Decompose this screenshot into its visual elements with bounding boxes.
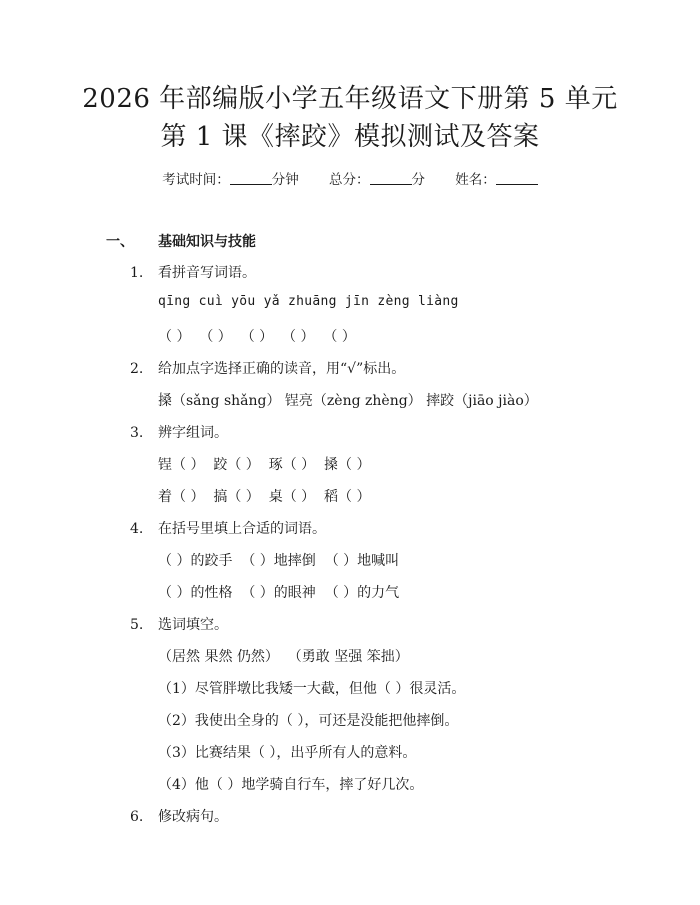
exam-score: [329, 172, 429, 188]
section-number: 一、: [106, 234, 134, 250]
question-2: [130, 358, 405, 378]
sentence-3: （3）比赛结果（ ），出乎所有人的意料。: [158, 745, 417, 761]
question-text: 看拼音写词语。: [158, 265, 256, 281]
time-unit: 分钟: [271, 172, 299, 188]
question-text: 给加点字选择正确的读音，用“√”标出。: [158, 361, 406, 377]
score-unit: 分: [411, 172, 425, 188]
fill-row-2: （ ）的性格 （ ）的眼神 （ ）的力气: [158, 585, 400, 601]
question-number: 4.: [130, 521, 144, 537]
question-text: 在括号里填上合适的词语。: [158, 521, 326, 537]
question-4: [130, 518, 326, 538]
reading-options: 搡（sǎng shǎng） 锃亮（zèng zhèng） 摔跤（jiāo jiào）: [158, 393, 538, 409]
question-1: [130, 262, 256, 282]
name-label: 姓名：: [455, 172, 496, 188]
score-label: 总分：: [329, 172, 370, 188]
section-title: 基础知识与技能: [158, 234, 256, 250]
score-blank[interactable]: [370, 172, 412, 185]
exam-time: [162, 172, 303, 188]
title-line-2: 第 1 课《摔跤》模拟测试及答案: [160, 122, 540, 152]
char-row-2: 着（ ） 搞（ ） 桌（ ） 稻（ ）: [158, 489, 371, 505]
sentence-2: （2）我使出全身的（ ），可还是没能把他摔倒。: [158, 713, 459, 729]
question-number: 3.: [130, 425, 144, 441]
exam-name: [455, 172, 538, 188]
fill-row-1: （ ）的跤手 （ ）地摔倒 （ ）地喊叫: [158, 553, 400, 569]
section-heading: [106, 231, 256, 251]
char-row-1: 锃（ ） 跤（ ） 琢（ ） 搡（ ）: [158, 457, 371, 473]
pinyin-line: qīng cuì yōu yǎ zhuāng jīn zèng liàng: [158, 294, 459, 309]
title-line-1: 2026 年部编版小学五年级语文下册第 5 单元: [82, 84, 618, 114]
question-text: 选词填空。: [158, 617, 228, 633]
question-number: 1.: [130, 265, 144, 281]
word-choices: （居然 果然 仍然） （勇敢 坚强 笨拙）: [158, 649, 409, 665]
time-label: 考试时间：: [162, 172, 230, 188]
sentence-4: （4）他（ ）地学骑自行车，摔了好几次。: [158, 777, 424, 793]
answer-blanks: （ ） （ ） （ ） （ ） （ ）: [158, 329, 356, 345]
time-blank[interactable]: [230, 172, 272, 185]
exam-meta: [0, 168, 700, 188]
name-blank[interactable]: [496, 172, 538, 185]
question-5: [130, 614, 228, 634]
question-number: 5.: [130, 617, 144, 633]
question-text: 辨字组词。: [158, 425, 228, 441]
question-text: 修改病句。: [158, 809, 228, 825]
question-number: 6.: [130, 809, 144, 825]
question-number: 2.: [130, 361, 144, 377]
sentence-1: （1）尽管胖墩比我矮一大截，但他（ ）很灵活。: [158, 681, 466, 697]
question-6: [130, 806, 228, 826]
question-3: [130, 422, 228, 442]
